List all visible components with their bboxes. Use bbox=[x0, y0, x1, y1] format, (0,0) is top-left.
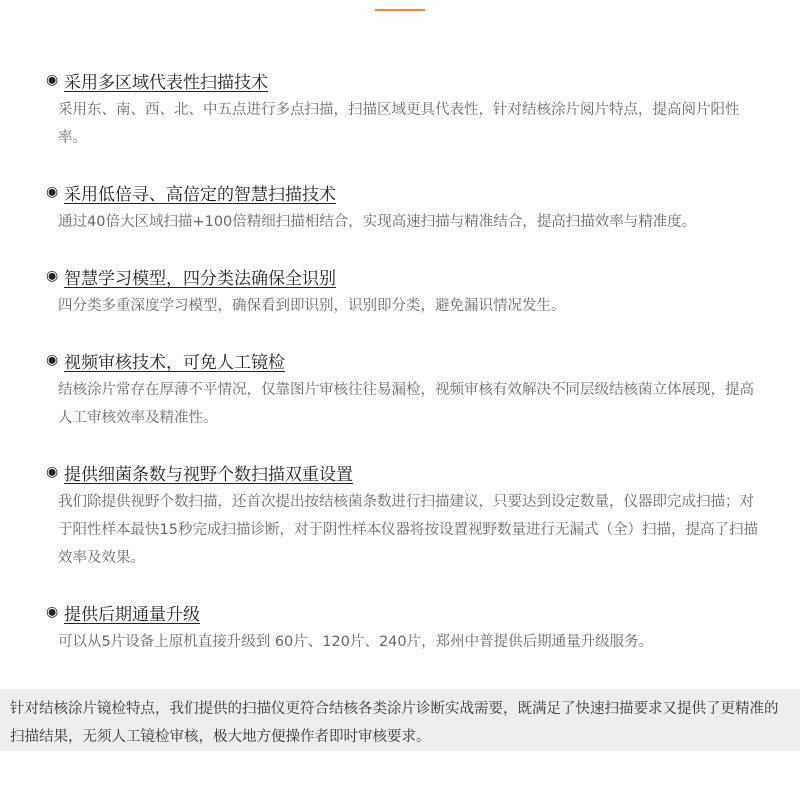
feature-title-text[interactable]: 提供细菌条数与视野个数扫描双重设置 bbox=[64, 464, 353, 485]
summary-text: 针对结核涂片镜检特点，我们提供的扫描仪更符合结核各类涂片诊断实战需要，既满足了快速扫描要求又提供了更精准的扫描结果，无须人工镜检审核，极大地方便操作者即时审核要求。 bbox=[10, 701, 779, 745]
feature-title bbox=[46, 349, 756, 371]
feature-item bbox=[46, 181, 756, 236]
fisheye-bullet-icon: ◉ bbox=[46, 352, 59, 368]
fisheye-bullet-icon: ◉ bbox=[46, 464, 59, 480]
feature-description: 采用东、南、西、北、中五点进行多点扫描，扫描区域更具代表性，针对结核涂片阅片特点，提高阅片阳性率。 bbox=[58, 102, 740, 146]
feature-title bbox=[46, 461, 756, 483]
fisheye-bullet-icon: ◉ bbox=[46, 604, 59, 620]
fisheye-bullet-icon: ◉ bbox=[46, 184, 59, 200]
feature-item bbox=[46, 601, 756, 656]
feature-title-text[interactable]: 采用低倍寻、高倍定的智慧扫描技术 bbox=[64, 184, 336, 205]
feature-title bbox=[46, 601, 756, 623]
feature-description: 通过40倍大区域扫描+100倍精细扫描相结合，实现高速扫描与精准结合，提高扫描效率与精准度。 bbox=[58, 214, 697, 230]
feature-description: 可以从5片设备上原机直接升级到 60片、120片、240片，郑州中普提供后期通量升级服务。 bbox=[58, 634, 654, 650]
fisheye-bullet-icon: ◉ bbox=[46, 268, 59, 284]
feature-title-text[interactable]: 采用多区域代表性扫描技术 bbox=[64, 72, 268, 93]
feature-title bbox=[46, 181, 756, 203]
feature-title-text[interactable]: 智慧学习模型，四分类法确保全识别 bbox=[64, 268, 336, 289]
feature-item bbox=[46, 461, 756, 572]
feature-title-text[interactable]: 视频审核技术，可免人工镜检 bbox=[64, 352, 285, 373]
feature-description: 我们除提供视野个数扫描，还首次提出按结核菌条数进行扫描建议，只要达到设定数量，仪器即完成扫描；对于阳性样本最快15秒完成扫描诊断，对于阴性样本仪器将按设置视野数量进行无漏式（全）扫描，提高了扫描效率及效果。 bbox=[58, 494, 758, 566]
feature-title bbox=[46, 69, 756, 91]
feature-title-text[interactable]: 提供后期通量升级 bbox=[64, 604, 200, 625]
feature-title bbox=[46, 265, 756, 287]
feature-item bbox=[46, 69, 756, 152]
feature-item bbox=[46, 349, 756, 432]
accent-divider bbox=[375, 9, 425, 11]
feature-description: 结核涂片常存在厚薄不平情况，仅靠图片审核往往易漏检，视频审核有效解决不同层级结核菌立体展现，提高人工审核效率及精准性。 bbox=[58, 382, 754, 426]
fisheye-bullet-icon: ◉ bbox=[46, 72, 59, 88]
summary-box bbox=[0, 689, 800, 751]
feature-description: 四分类多重深度学习模型，确保看到即识别，识别即分类，避免漏识情况发生。 bbox=[58, 298, 566, 314]
feature-item bbox=[46, 265, 756, 320]
